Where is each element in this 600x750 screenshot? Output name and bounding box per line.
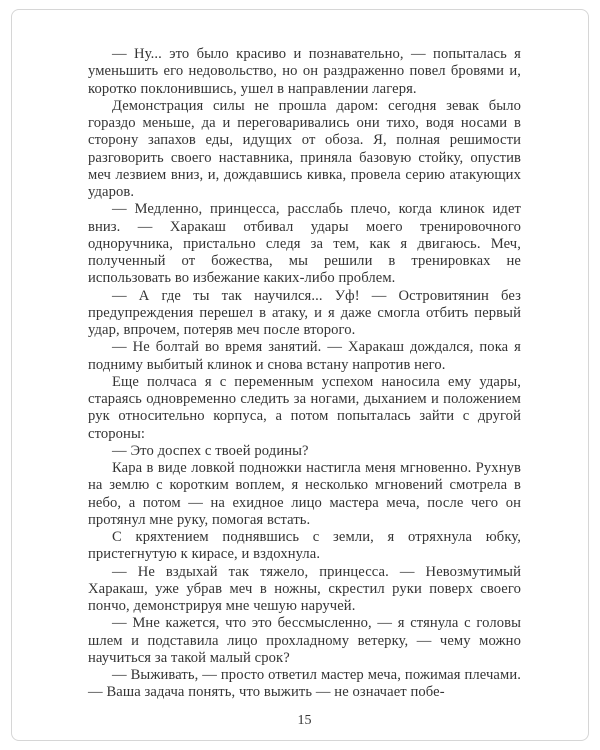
- paragraph: — Медленно, принцесса, расслабь плечо, когда клинок идет вниз. — Харакаш отбивал удары моего тренировочного одноручника, пристально следя за тем, как я двигаюсь. Меч, полученный от божества, мы решили в тренировках не использовать во избежание каких-либо проблем.: [88, 201, 521, 287]
- page-number: 15: [297, 713, 312, 728]
- paragraph: — Не болтай во время занятий. — Харакаш дождался, пока я подниму выбитый клинок и снова встану напротив него.: [88, 339, 521, 373]
- paragraph: С кряхтением поднявшись с земли, я отряхнула юбку, пристегнутую к кирасе, и вздохнула.: [88, 529, 521, 563]
- paragraph: Кара в виде ловкой подножки настигла меня мгновенно. Рухнув на землю с коротким воплем, я несколько мгновений смотрела в небо, а потом — на ехидное лицо мастера меча, после чего он протянул мне руку, помогая встать.: [88, 460, 521, 528]
- paragraph: — Выживать, — просто ответил мастер меча, пожимая плечами. — Ваша задача понять, что выжить — не означает побе-: [88, 667, 521, 701]
- paragraph: — Это доспех с твоей родины?: [112, 442, 309, 459]
- paragraph: — Ну... это было красиво и познавательно, — попыталась я уменьшить его недовольство, но он раздраженно повел бровями и, коротко поклонившись, ушел в направлении лагеря.: [88, 46, 521, 97]
- paragraph: — А где ты так научился... Уф! — Островитянин без предупреждения перешел в атаку, и я даже смогла отбить первый удар, впрочем, потеряв меч после второго.: [88, 287, 521, 338]
- paragraph: Еще полчаса я с переменным успехом наносила ему удары, стараясь одновременно следить за ногами, дыханием и положением рук относительно корпуса, а потом попыталась зайти с другой стороны:: [88, 373, 521, 442]
- text-block: [88, 46, 521, 702]
- paragraph: — Не вздыхай так тяжело, принцесса. — Невозмутимый Харакаш, уже убрав меч в ножны, скрестил руки поверх своего пончо, демонстрируя мне чешую наручей.: [88, 563, 521, 614]
- paragraph: — Мне кажется, что это бессмысленно, — я стянула с головы шлем и подставила лицо прохладному ветерку, — чему можно научиться за такой малый срок?: [88, 615, 521, 666]
- paragraph: Демонстрация силы не прошла даром: сегодня зевак было гораздо меньше, да и переговаривались они тихо, водя носами в сторону запахов еды, идущих от обоза. Я, полная решимости разговорить своего наставника, приняла базовую стойку, опустив меч лезвием вниз, и, дождавшись кивка, провела серию атакующих ударов.: [88, 97, 521, 200]
